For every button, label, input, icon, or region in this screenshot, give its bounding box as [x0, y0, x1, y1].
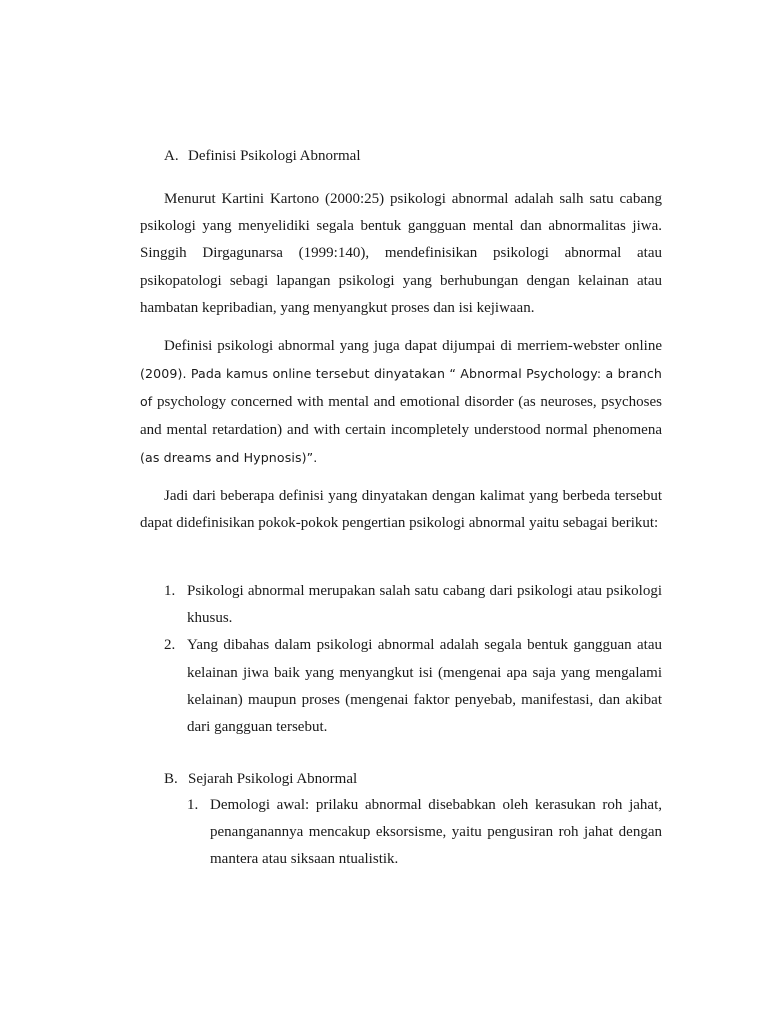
paragraph-2-part-1: Definisi psikologi abnormal yang juga dapat dijumpai di merriem-webster online [164, 338, 662, 354]
section-a-heading [164, 146, 361, 166]
paragraph-3-text: Jadi dari beberapa definisi yang dinyatakan dengan kalimat yang berbeda tersebut dapat didefinisikan pokok-pokok pengertian psikologi abnormal yaitu sebagai berikut: [140, 488, 662, 532]
paragraph-1-text: Menurut Kartini Kartono (2000:25) psikologi abnormal adalah salh satu cabang psikologi yang menyelidiki segala bentuk gangguan mental dan abnormalitas jiwa. Singgih Dirgagunarsa (1999:140), mendefinisikan psikologi abnormal atau psikopatologi sebagi lapangan psikologi yang berhubungan dengan kelainan atau hambatan kepribadian, yang menyangkut proses dan isi kejiwaan. [140, 191, 662, 316]
section-a-letter: A. [164, 148, 179, 164]
section-b-heading [164, 769, 357, 789]
paragraph-kartini-kartono [140, 186, 662, 322]
section-b-letter: B. [164, 771, 178, 787]
paragraph-2-part-2: (2009). Pada kamus online tersebut dinyatakan “ Abnormal Psychology: a branch of [140, 366, 662, 410]
list-item-number: 2. [164, 637, 176, 654]
section-a-title: Definisi Psikologi Abnormal [188, 148, 361, 164]
paragraph-2-part-4: (as dreams and Hypnosis)”. [140, 449, 318, 465]
list-item-text: Psikologi abnormal merupakan salah satu cabang dari psikologi atau psikologi khusus. [187, 583, 662, 627]
section-b-title: Sejarah Psikologi Abnormal [188, 771, 358, 787]
list-item [164, 632, 662, 741]
paragraph-jadi-dari [140, 483, 662, 537]
list-item [164, 578, 662, 632]
list-item-text: Yang dibahas dalam psikologi abnormal adalah segala bentuk gangguan atau kelainan jiwa baik yang menyangkut isi (mengenai apa saja yang mengalami kelainan) maupun proses (mengenai faktor penyebab, manifestasi, dan akibat dari gangguan tersebut. [187, 637, 662, 736]
list-item-text: Demologi awal: prilaku abnormal disebabkan oleh kerasukan roh jahat, penanganannya mencakup eksorsisme, yaitu pengusiran roh jahat dengan mantera atau siksaan ntualistik. [210, 797, 662, 868]
list-definitions [164, 578, 662, 741]
list-history [187, 792, 662, 874]
paragraph-merriem-webster [140, 333, 662, 472]
list-item [187, 792, 662, 874]
list-item-number: 1. [164, 583, 176, 599]
list-item-number: 1. [187, 797, 199, 813]
paragraph-2-part-3: psychology concerned with mental and emotional disorder (as neuroses, psychoses and mental retardation) and with certain incompletely understood normal phenomena [140, 394, 663, 438]
